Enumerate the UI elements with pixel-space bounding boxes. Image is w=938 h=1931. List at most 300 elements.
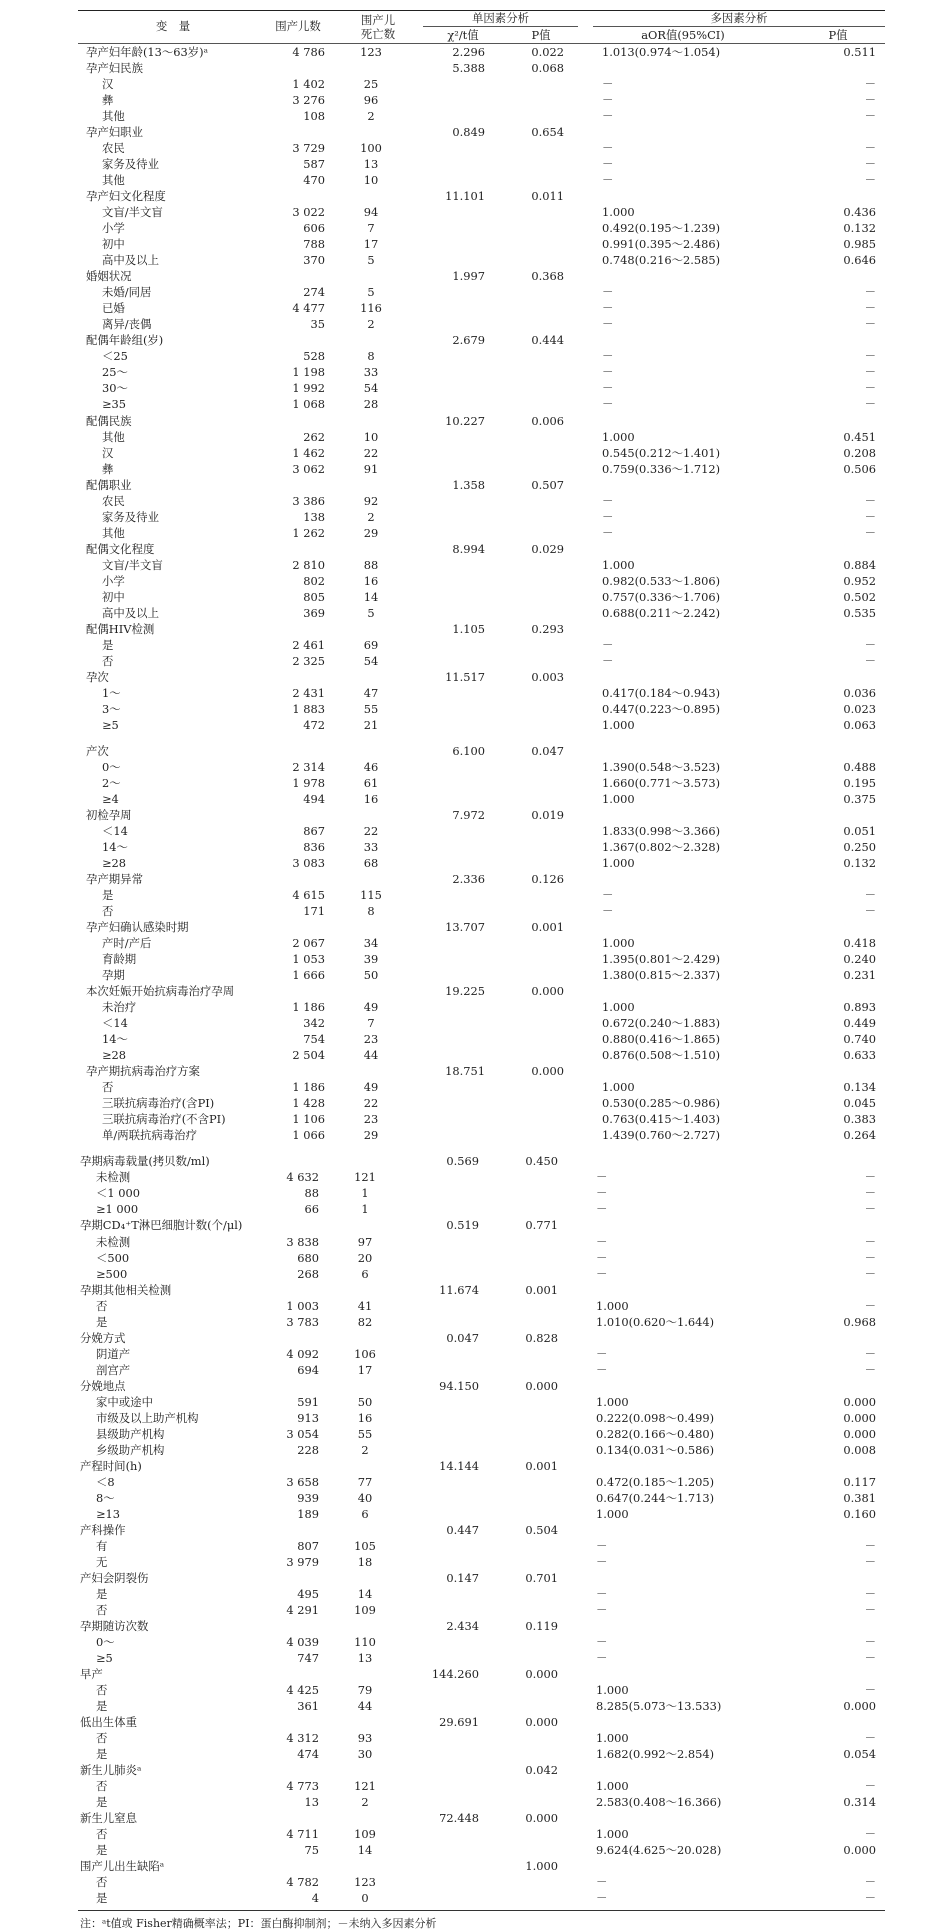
row-sublabel: 离异/丧偶 bbox=[102, 317, 152, 332]
cell-births: 1 068 bbox=[292, 397, 325, 412]
cell-p-multi: 0.381 bbox=[843, 1490, 876, 1505]
cell-p-multi: － bbox=[864, 1362, 876, 1377]
row-label: 孕产妇年龄(13～63岁)ᵃ bbox=[86, 45, 209, 59]
cell-births: 807 bbox=[297, 1538, 319, 1553]
cell-chi: 2.296 bbox=[452, 45, 485, 59]
cell-deaths: 16 bbox=[357, 1410, 373, 1425]
cell-aor: 1.000 bbox=[602, 856, 635, 870]
cell-aor: 0.757(0.336～1.706) bbox=[602, 589, 721, 604]
row-label: 孕期病毒载量(拷贝数/ml) bbox=[80, 1154, 210, 1169]
cell-aor: 0.759(0.336～1.712) bbox=[602, 461, 721, 476]
cell-p-multi: － bbox=[864, 173, 876, 188]
cell-aor: 1.000 bbox=[596, 1683, 629, 1697]
row-sublabel: ＜25 bbox=[102, 349, 128, 364]
cell-p-uni: 0.022 bbox=[531, 45, 564, 59]
cell-aor: － bbox=[602, 93, 614, 108]
cell-aor: － bbox=[602, 365, 614, 380]
row-sublabel: ＜14 bbox=[102, 1016, 128, 1031]
cell-p-multi: 0.418 bbox=[843, 936, 876, 951]
cell-chi: 13.707 bbox=[445, 920, 485, 935]
cell-p-uni: 0.126 bbox=[531, 872, 564, 886]
cell-p-multi: － bbox=[864, 904, 876, 919]
cell-p-multi: － bbox=[864, 1234, 876, 1249]
cell-chi: 0.519 bbox=[446, 1218, 479, 1233]
cell-p-multi: － bbox=[864, 301, 876, 316]
cell-aor: － bbox=[596, 1250, 608, 1265]
cell-deaths: 17 bbox=[363, 237, 379, 252]
cell-aor: 1.000 bbox=[602, 429, 635, 444]
cell-p-uni: 0.001 bbox=[525, 1282, 558, 1297]
cell-births: 472 bbox=[303, 717, 325, 732]
row-sublabel: ≥5 bbox=[102, 717, 119, 732]
cell-p-multi: － bbox=[864, 653, 876, 668]
cell-births: 108 bbox=[303, 109, 325, 124]
cell-deaths: 115 bbox=[360, 888, 382, 902]
cell-p-multi: － bbox=[864, 77, 876, 91]
cell-births: 4 bbox=[311, 1891, 319, 1906]
cell-p-multi: 0.968 bbox=[843, 1314, 876, 1329]
cell-aor: 1.000 bbox=[602, 1080, 635, 1095]
row-sublabel: 未治疗 bbox=[102, 1000, 137, 1015]
row-label: 孕期CD₄⁺T淋巴细胞计数(个/μl) bbox=[80, 1218, 243, 1233]
cell-aor: － bbox=[602, 904, 614, 919]
cell-deaths: 79 bbox=[357, 1683, 373, 1697]
cell-deaths: 16 bbox=[363, 573, 379, 588]
cell-aor: 1.000 bbox=[596, 1731, 629, 1746]
cell-deaths: 47 bbox=[363, 685, 379, 700]
cell-p-multi: － bbox=[864, 493, 876, 508]
cell-p-multi: － bbox=[864, 1554, 876, 1569]
cell-chi: 18.751 bbox=[445, 1064, 485, 1079]
row-label: 新生儿窒息 bbox=[80, 1811, 137, 1826]
cell-aor: 1.367(0.802～2.328) bbox=[602, 840, 721, 854]
cell-deaths: 14 bbox=[357, 1586, 373, 1601]
cell-p-multi: － bbox=[864, 525, 876, 540]
cell-deaths: 54 bbox=[363, 381, 379, 396]
cell-aor: 0.492(0.195～1.239) bbox=[602, 221, 721, 236]
cell-aor: － bbox=[602, 493, 614, 508]
cell-aor: 1.000 bbox=[596, 1394, 629, 1409]
row-sublabel: ≥13 bbox=[96, 1506, 121, 1521]
cell-births: 587 bbox=[303, 157, 325, 172]
row-sublabel: 30～ bbox=[102, 381, 128, 396]
cell-p-multi: － bbox=[864, 1538, 876, 1553]
cell-births: 1 066 bbox=[292, 1128, 325, 1143]
cell-p-multi: － bbox=[864, 1266, 876, 1281]
cell-aor: － bbox=[596, 1875, 608, 1890]
cell-births: 369 bbox=[303, 605, 325, 620]
cell-births: 1 402 bbox=[292, 77, 325, 91]
row-sublabel: 市级及以上助产机构 bbox=[96, 1410, 199, 1425]
row-sublabel: 14～ bbox=[102, 840, 128, 854]
header-univariate: 单因素分析 bbox=[472, 11, 529, 25]
cell-deaths: 82 bbox=[357, 1314, 373, 1329]
cell-births: 2 461 bbox=[292, 637, 325, 652]
cell-deaths: 55 bbox=[363, 701, 379, 716]
multivariate-rule bbox=[593, 26, 885, 27]
cell-births: 867 bbox=[303, 824, 325, 838]
cell-deaths: 10 bbox=[363, 173, 379, 188]
cell-births: 138 bbox=[303, 509, 325, 524]
cell-p-uni: 0.701 bbox=[525, 1570, 558, 1585]
cell-chi: 2.434 bbox=[446, 1618, 479, 1633]
cell-deaths: 29 bbox=[363, 525, 379, 540]
cell-p-multi: 0.000 bbox=[843, 1699, 876, 1713]
cell-p-uni: 0.507 bbox=[531, 477, 564, 492]
row-label: 产次 bbox=[86, 743, 109, 758]
cell-births: 4 782 bbox=[286, 1875, 319, 1890]
cell-p-uni: 0.504 bbox=[525, 1522, 558, 1537]
cell-chi: 11.517 bbox=[445, 669, 485, 684]
cell-births: 606 bbox=[303, 221, 325, 236]
cell-chi: 144.260 bbox=[431, 1667, 479, 1681]
row-sublabel: 是 bbox=[96, 1699, 108, 1713]
cell-deaths: 123 bbox=[360, 45, 382, 59]
cell-p-multi: 0.000 bbox=[843, 1426, 876, 1441]
cell-aor: － bbox=[602, 525, 614, 540]
cell-deaths: 40 bbox=[357, 1490, 373, 1505]
header-multivariate: 多因素分析 bbox=[710, 11, 768, 25]
cell-p-multi: － bbox=[864, 157, 876, 172]
cell-p-uni: 0.771 bbox=[525, 1218, 558, 1233]
cell-births: 528 bbox=[303, 349, 325, 364]
cell-p-multi: － bbox=[864, 349, 876, 364]
row-label: 孕产妇确认感染时期 bbox=[86, 920, 189, 935]
row-sublabel: 是 bbox=[96, 1747, 108, 1762]
header-deaths-line2: 死亡数 bbox=[360, 27, 396, 41]
cell-aor: 0.545(0.212～1.401) bbox=[602, 445, 721, 460]
cell-births: 2 504 bbox=[292, 1048, 325, 1063]
row-sublabel: 高中及以上 bbox=[102, 253, 159, 268]
cell-deaths: 41 bbox=[357, 1298, 373, 1313]
cell-aor: 1.380(0.815～2.337) bbox=[602, 968, 721, 983]
row-sublabel: 彝 bbox=[102, 93, 114, 108]
cell-p-multi: － bbox=[864, 1186, 876, 1201]
cell-deaths: 93 bbox=[357, 1731, 373, 1746]
cell-aor: 2.583(0.408～16.366) bbox=[596, 1795, 722, 1810]
row-sublabel: 是 bbox=[96, 1843, 108, 1858]
row-sublabel: 是 bbox=[102, 888, 114, 902]
row-label: 配偶职业 bbox=[86, 477, 132, 492]
cell-p-multi: 0.045 bbox=[843, 1096, 876, 1111]
cell-chi: 7.972 bbox=[452, 807, 485, 822]
cell-births: 3 062 bbox=[292, 461, 325, 476]
row-sublabel: 未婚/同居 bbox=[102, 285, 152, 300]
cell-births: 747 bbox=[297, 1651, 319, 1665]
cell-births: 1 262 bbox=[292, 525, 325, 540]
cell-p-multi: 0.208 bbox=[843, 445, 876, 460]
row-sublabel: 否 bbox=[96, 1779, 108, 1794]
cell-deaths: 109 bbox=[354, 1602, 376, 1617]
cell-aor: － bbox=[602, 141, 614, 156]
cell-births: 3 838 bbox=[286, 1234, 319, 1249]
cell-deaths: 50 bbox=[363, 968, 379, 983]
cell-aor: 1.395(0.801～2.429) bbox=[602, 952, 721, 967]
cell-p-multi: 0.436 bbox=[843, 205, 876, 220]
cell-deaths: 77 bbox=[357, 1474, 373, 1489]
cell-births: 2 431 bbox=[292, 685, 325, 700]
row-label: 配偶HIV检测 bbox=[86, 621, 155, 636]
cell-aor: － bbox=[596, 1186, 608, 1201]
cell-deaths: 22 bbox=[363, 445, 379, 460]
cell-aor: － bbox=[596, 1554, 608, 1569]
cell-p-uni: 0.000 bbox=[531, 984, 564, 999]
cell-births: 3 979 bbox=[286, 1554, 319, 1569]
univariate-rule bbox=[423, 26, 578, 27]
cell-p-multi: 0.488 bbox=[843, 759, 876, 774]
cell-p-multi: － bbox=[864, 1875, 876, 1890]
cell-p-multi: － bbox=[864, 1202, 876, 1217]
cell-p-multi: － bbox=[864, 637, 876, 652]
row-sublabel: 小学 bbox=[102, 573, 125, 588]
cell-deaths: 22 bbox=[363, 1096, 379, 1111]
cell-deaths: 54 bbox=[363, 653, 379, 668]
cell-p-multi: － bbox=[864, 285, 876, 300]
cell-deaths: 44 bbox=[363, 1048, 379, 1063]
row-sublabel: 是 bbox=[96, 1795, 108, 1810]
cell-aor: － bbox=[596, 1346, 608, 1361]
cell-p-multi: 0.000 bbox=[843, 1843, 876, 1858]
cell-aor: 1.000 bbox=[596, 1827, 629, 1842]
cell-p-uni: 0.068 bbox=[531, 61, 564, 75]
row-sublabel: 初中 bbox=[102, 237, 125, 252]
cell-p-multi: － bbox=[864, 1651, 876, 1665]
row-sublabel: 0～ bbox=[96, 1635, 115, 1649]
cell-chi: 0.569 bbox=[446, 1154, 479, 1169]
row-sublabel: ＜1 000 bbox=[96, 1186, 140, 1201]
cell-p-multi: 0.051 bbox=[843, 824, 876, 838]
cell-births: 591 bbox=[297, 1394, 319, 1409]
header-deaths-line1: 围产儿 bbox=[360, 13, 396, 27]
cell-aor: － bbox=[602, 349, 614, 364]
cell-aor: － bbox=[596, 1266, 608, 1281]
cell-p-multi: － bbox=[864, 1827, 876, 1842]
cell-p-uni: 0.042 bbox=[525, 1763, 558, 1778]
cell-p-multi: 0.740 bbox=[843, 1032, 876, 1047]
row-sublabel: 1～ bbox=[102, 685, 121, 700]
cell-births: 1 186 bbox=[292, 1080, 325, 1095]
cell-aor: 0.763(0.415～1.403) bbox=[602, 1112, 721, 1127]
cell-deaths: 61 bbox=[363, 775, 379, 790]
cell-deaths: 105 bbox=[354, 1538, 376, 1553]
cell-births: 35 bbox=[310, 317, 325, 332]
cell-births: 1 106 bbox=[292, 1112, 325, 1127]
cell-births: 1 462 bbox=[292, 445, 325, 460]
row-sublabel: 否 bbox=[96, 1683, 108, 1697]
cell-births: 680 bbox=[297, 1250, 319, 1265]
cell-p-multi: － bbox=[864, 1891, 876, 1906]
cell-aor: 1.000 bbox=[602, 1000, 635, 1015]
cell-births: 189 bbox=[297, 1506, 319, 1521]
cell-p-multi: 0.633 bbox=[843, 1048, 876, 1063]
cell-aor: 0.134(0.031～0.586) bbox=[596, 1442, 715, 1457]
cell-p-uni: 0.000 bbox=[525, 1667, 558, 1681]
cell-aor: － bbox=[602, 77, 614, 91]
cell-p-multi: － bbox=[864, 1635, 876, 1649]
cell-chi: 11.674 bbox=[439, 1282, 479, 1297]
cell-p-multi: 0.023 bbox=[843, 701, 876, 716]
cell-births: 88 bbox=[304, 1186, 319, 1201]
cell-chi: 14.144 bbox=[439, 1458, 479, 1473]
cell-births: 1 992 bbox=[292, 381, 325, 396]
cell-births: 1 978 bbox=[292, 775, 325, 790]
row-sublabel: 汉 bbox=[102, 77, 114, 91]
row-label: 产科操作 bbox=[80, 1522, 126, 1537]
cell-births: 1 198 bbox=[292, 365, 325, 380]
cell-births: 2 810 bbox=[292, 557, 325, 572]
cell-births: 1 053 bbox=[292, 952, 325, 967]
cell-aor: － bbox=[602, 301, 614, 316]
cell-deaths: 33 bbox=[363, 365, 379, 380]
cell-births: 4 477 bbox=[292, 301, 325, 316]
cell-deaths: 1 bbox=[361, 1186, 369, 1201]
cell-p-uni: 0.047 bbox=[531, 743, 564, 758]
row-sublabel: 高中及以上 bbox=[102, 605, 159, 620]
cell-aor: 0.282(0.166～0.480) bbox=[596, 1426, 715, 1441]
cell-births: 13 bbox=[304, 1795, 319, 1810]
cell-aor: － bbox=[602, 381, 614, 396]
row-label: 本次妊娠开始抗病毒治疗孕周 bbox=[86, 984, 235, 999]
cell-deaths: 29 bbox=[363, 1128, 379, 1143]
cell-births: 1 428 bbox=[292, 1096, 325, 1111]
cell-deaths: 6 bbox=[361, 1266, 369, 1281]
cell-aor: 0.447(0.223～0.895) bbox=[602, 701, 721, 716]
cell-p-uni: 0.029 bbox=[531, 541, 564, 556]
cell-chi: 0.047 bbox=[446, 1330, 479, 1345]
cell-aor: － bbox=[596, 1891, 608, 1906]
cell-deaths: 18 bbox=[357, 1554, 373, 1569]
cell-p-multi: 0.646 bbox=[843, 253, 876, 268]
cell-chi: 1.358 bbox=[452, 477, 485, 492]
cell-deaths: 2 bbox=[367, 109, 375, 124]
cell-p-uni: 0.368 bbox=[531, 269, 564, 284]
cell-p-multi: 0.383 bbox=[843, 1112, 876, 1127]
cell-deaths: 97 bbox=[357, 1234, 373, 1249]
cell-chi: 8.994 bbox=[452, 541, 485, 556]
cell-births: 3 658 bbox=[286, 1474, 319, 1489]
cell-p-uni: 0.654 bbox=[531, 125, 564, 140]
cell-p-multi: － bbox=[864, 1586, 876, 1601]
row-sublabel: 家务及待业 bbox=[102, 509, 159, 524]
row-sublabel: ≥28 bbox=[102, 856, 127, 870]
cell-births: 4 425 bbox=[286, 1683, 319, 1697]
cell-aor: 8.285(5.073～13.533) bbox=[596, 1699, 722, 1713]
header-births: 围产儿数 bbox=[275, 19, 321, 33]
cell-births: 4 786 bbox=[292, 45, 325, 59]
cell-births: 3 729 bbox=[292, 141, 325, 156]
cell-births: 694 bbox=[297, 1362, 319, 1377]
cell-p-multi: － bbox=[864, 1298, 876, 1313]
cell-p-multi: － bbox=[864, 888, 876, 902]
cell-births: 4 773 bbox=[286, 1779, 319, 1794]
cell-births: 474 bbox=[297, 1747, 319, 1762]
cell-births: 470 bbox=[303, 173, 325, 188]
cell-aor: 1.833(0.998～3.366) bbox=[602, 824, 721, 838]
cell-p-multi: － bbox=[864, 509, 876, 524]
cell-births: 3 022 bbox=[292, 205, 325, 220]
row-label: 产程时间(h) bbox=[80, 1458, 142, 1473]
cell-p-multi: 0.117 bbox=[843, 1474, 876, 1489]
cell-p-multi: － bbox=[864, 381, 876, 396]
cell-chi: 10.227 bbox=[445, 413, 485, 428]
cell-births: 1 666 bbox=[292, 968, 325, 983]
cell-births: 66 bbox=[304, 1202, 319, 1217]
cell-births: 274 bbox=[303, 285, 325, 300]
cell-deaths: 21 bbox=[363, 717, 379, 732]
row-sublabel: 三联抗病毒治疗(不含PI) bbox=[102, 1112, 226, 1127]
cell-deaths: 88 bbox=[363, 557, 379, 572]
cell-births: 836 bbox=[303, 840, 325, 854]
row-sublabel: ≥4 bbox=[102, 791, 119, 806]
row-sublabel: 否 bbox=[96, 1602, 108, 1617]
cell-births: 802 bbox=[303, 573, 325, 588]
cell-deaths: 49 bbox=[363, 1000, 379, 1015]
cell-deaths: 92 bbox=[363, 493, 379, 508]
table-bottom-rule bbox=[78, 1910, 885, 1911]
cell-p-uni: 0.000 bbox=[525, 1378, 558, 1393]
cell-p-multi: 0.250 bbox=[843, 840, 876, 854]
row-sublabel: 3～ bbox=[102, 701, 121, 716]
cell-births: 939 bbox=[297, 1490, 319, 1505]
row-sublabel: 是 bbox=[96, 1891, 108, 1906]
cell-p-multi: － bbox=[864, 1731, 876, 1746]
cell-p-multi: 0.264 bbox=[843, 1128, 876, 1143]
cell-deaths: 13 bbox=[363, 157, 379, 172]
row-sublabel: ＜14 bbox=[102, 824, 128, 838]
cell-p-multi: 0.451 bbox=[843, 429, 876, 444]
cell-p-multi: － bbox=[864, 365, 876, 380]
cell-deaths: 0 bbox=[361, 1891, 369, 1906]
cell-aor: － bbox=[596, 1202, 608, 1217]
cell-p-uni: 0.001 bbox=[531, 920, 564, 935]
row-sublabel: 乡级助产机构 bbox=[96, 1442, 165, 1457]
row-sublabel: 文盲/半文盲 bbox=[102, 557, 163, 572]
row-label: 孕产期异常 bbox=[86, 872, 143, 886]
cell-births: 370 bbox=[303, 253, 325, 268]
row-label: 围产儿出生缺陷ᵃ bbox=[80, 1859, 165, 1874]
cell-aor: － bbox=[596, 1538, 608, 1553]
row-label: 分娩方式 bbox=[80, 1330, 126, 1345]
cell-aor: 0.417(0.184～0.943) bbox=[602, 685, 721, 700]
cell-p-multi: － bbox=[864, 397, 876, 412]
cell-chi: 19.225 bbox=[445, 984, 485, 999]
row-label: 孕期随访次数 bbox=[80, 1618, 149, 1633]
cell-p-uni: 0.019 bbox=[531, 807, 564, 822]
cell-births: 228 bbox=[297, 1442, 319, 1457]
cell-deaths: 14 bbox=[357, 1843, 373, 1858]
cell-deaths: 5 bbox=[367, 253, 375, 268]
cell-p-uni: 0.000 bbox=[525, 1715, 558, 1730]
cell-p-uni: 0.293 bbox=[531, 621, 564, 636]
cell-deaths: 8 bbox=[367, 904, 375, 919]
cell-aor: 0.748(0.216～2.585) bbox=[602, 253, 721, 268]
cell-deaths: 8 bbox=[367, 349, 375, 364]
row-sublabel: 单/两联抗病毒治疗 bbox=[102, 1128, 197, 1143]
cell-p-multi: 0.449 bbox=[843, 1016, 876, 1031]
cell-deaths: 7 bbox=[367, 1016, 375, 1031]
row-sublabel: 孕期 bbox=[102, 968, 125, 983]
cell-aor: － bbox=[596, 1234, 608, 1249]
cell-aor: 0.880(0.416～1.865) bbox=[602, 1032, 721, 1047]
cell-births: 2 067 bbox=[292, 936, 325, 951]
cell-deaths: 55 bbox=[357, 1426, 373, 1441]
cell-births: 75 bbox=[304, 1843, 319, 1858]
row-sublabel: 汉 bbox=[102, 445, 114, 460]
row-sublabel: 小学 bbox=[102, 221, 125, 236]
header-chi: χ²/t值 bbox=[447, 28, 479, 42]
cell-aor: 1.390(0.548～3.523) bbox=[602, 759, 721, 774]
cell-deaths: 34 bbox=[363, 936, 379, 951]
